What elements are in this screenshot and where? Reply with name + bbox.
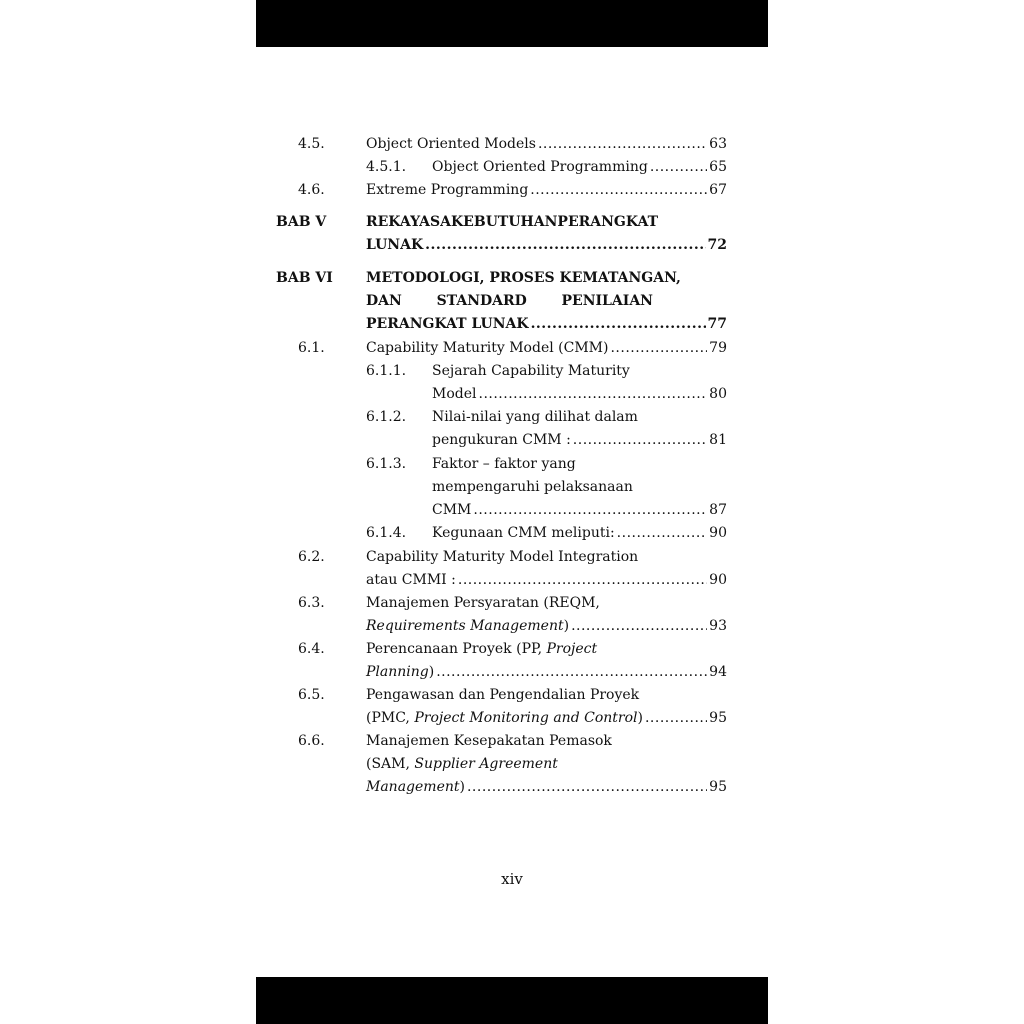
title-word: STANDARD [436,293,527,309]
bottom-black-bar [256,977,768,1024]
toc-leader [531,315,706,333]
toc-leader [425,236,705,254]
toc-title-line2: mempengaruhi pelaksanaan [432,479,633,495]
toc-title-line1: Sejarah Capability Maturity [432,363,630,379]
toc-chapter-title-line1 [366,213,658,231]
toc-title-line2: pengukuran CMM : [432,432,571,448]
toc-leader [436,663,707,681]
toc-title-line1 [366,640,597,658]
toc-page: 81 [709,432,727,448]
toc-title-line2 [366,663,434,681]
toc-number: 6.2. [298,549,325,565]
title-word: DAN [366,293,402,309]
toc-page: 77 [707,316,727,332]
toc-title-line1: Nilai-nilai yang dilihat dalam [432,409,638,425]
toc-title: Kegunaan CMM meliputi: [432,525,615,541]
toc-leader [645,709,707,727]
title-text: ) [428,664,435,680]
toc-page: 72 [707,237,727,253]
toc-title-line1: Faktor – faktor yang [432,456,576,472]
italic-term: Requirements Management [366,618,564,634]
toc-leader [458,571,707,589]
toc-page: 95 [709,710,727,726]
toc-title-line1: Manajemen Persyaratan (REQM, [366,595,600,611]
toc-title-line2 [366,755,558,773]
toc-leader [538,135,707,153]
toc-title-line1: Pengawasan dan Pengendalian Proyek [366,687,640,703]
toc-page: 65 [709,159,727,175]
title-text: ) [563,618,570,634]
toc-title: Capability Maturity Model (CMM) [366,340,609,356]
toc-title: Extreme Programming [366,182,529,198]
italic-term: Management [366,779,460,795]
toc-page: 80 [709,386,727,402]
italic-term: Project Monitoring and Control [414,710,638,726]
toc-number: 6.1.4. [366,525,407,541]
toc-page: 90 [709,525,727,541]
toc-title: Object Oriented Models [366,136,536,152]
title-word: PERANGKAT [557,214,658,230]
title-word: KEBUTUHAN [451,214,558,230]
italic-term: Supplier Agreement [414,756,558,772]
toc-title-line3: CMM [432,502,472,518]
toc-chapter-title-line2: LUNAK [366,237,424,253]
toc-title-line1: Capability Maturity Model Integration [366,549,639,565]
page-number: xiv [501,870,523,888]
toc-title-line2: atau CMMI : [366,572,456,588]
toc-leader [571,617,707,635]
italic-term: Project [546,641,598,657]
toc-chapter-title-line2 [366,292,653,310]
toc-leader [479,385,708,403]
toc-page: 67 [709,182,727,198]
toc-title-line2: Model [432,386,477,402]
toc-chapter-title-line3: PERANGKAT LUNAK [366,316,529,332]
toc-title-line3 [366,778,465,796]
top-black-bar [256,0,768,47]
toc-leader [573,431,707,449]
toc-leader [617,524,708,542]
toc-title: Object Oriented Programming [432,159,648,175]
toc-leader [467,778,707,796]
toc-page: 94 [709,664,727,680]
italic-term: Planning [366,664,429,680]
toc-title-line2 [366,709,643,727]
toc-number: 6.1.2. [366,409,407,425]
title-text: Perencanaan Proyek (PP, [366,641,547,657]
toc-chapter-title-line1: METODOLOGI, PROSES KEMATANGAN, [366,270,681,286]
toc-page: 63 [709,136,727,152]
toc-number: 6.1.3. [366,456,407,472]
toc-number: 6.5. [298,687,325,703]
toc-page: 79 [709,340,727,356]
title-text: ) [459,779,465,795]
toc-page: 90 [709,572,727,588]
toc-number: 4.5.1. [366,159,407,175]
toc-number: 6.1. [298,340,325,356]
toc-number: 4.6. [298,182,325,198]
toc-page: 87 [709,502,727,518]
toc-number: 6.4. [298,641,325,657]
toc-number: 4.5. [298,136,325,152]
toc-chapter-number: BAB V [276,214,327,230]
book-page [256,47,768,977]
toc-title-line1: Manajemen Kesepakatan Pemasok [366,733,612,749]
title-word: PENILAIAN [561,293,653,309]
toc-number: 6.6. [298,733,325,749]
toc-number: 6.1.1. [366,363,407,379]
toc-page: 93 [709,618,727,634]
title-text: (PMC, [366,710,415,726]
toc-number: 6.3. [298,595,325,611]
toc-title-line2 [366,617,569,635]
title-word: REKAYASA [366,214,452,230]
toc-leader [473,501,707,519]
toc-leader [530,181,707,199]
toc-chapter-number: BAB VI [276,270,333,286]
toc-page: 95 [709,779,727,795]
toc-leader [650,158,707,176]
toc-leader [610,339,707,357]
title-text: ) [637,710,643,726]
title-text: (SAM, [366,756,415,772]
